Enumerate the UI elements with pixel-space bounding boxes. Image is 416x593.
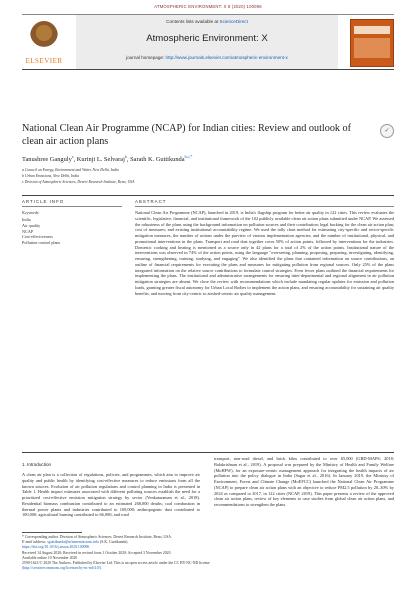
license-text: 2590-1621/© 2020 The Authors. Published by Elsevier Ltd. This is an open access article under the CC BY-NC-ND license — [22, 561, 210, 566]
author-name[interactable]: Kurinji L. Selvaraj — [76, 156, 125, 164]
divider — [22, 452, 394, 453]
affiliation-item: c Division of Atmospheric Sciences, Desert Research Institute, Reno, USA — [22, 180, 135, 185]
banner-center — [76, 15, 338, 69]
cover-image — [354, 38, 390, 58]
body-text-right-column: transport, non-road diesel, and brick kilns contributed to over 65,000 (GBD-MAPS, 2018; Balakrishnan et al., 2019). A proposal was prepared by the Ministry of Health and Family Welfare (MoHFW), for an exposure-centric management approach for integrating the health impacts of air pollution into the policy dialogue in India (Sagar et al., 2016). In January 2019, the Ministry of Environment, Forest and Climate Change (MoEFCC) launched the National Clean Air Programme (NCAP) to prepare clean air action plans with an objective to reduce PM2.5 pollution by 20–30% by 2024 as compared to 2017, in 122 cities (NCAP, 2019). This paper presents a review of the approved clean air action plans, review of key elements to case studies from global clean air action plans, and recommendations to strengthen the plans. — [214, 456, 394, 507]
divider — [135, 206, 394, 207]
author-affil-mark: b — [124, 154, 127, 159]
journal-banner — [22, 14, 394, 70]
author-list: Tanushree Ganguly$^a$, Kurinji L. Selvaraj$^b$, Sarath K. Guttikunda$^{b,c,*}$ — [22, 154, 193, 164]
article-title: National Clean Air Programme (NCAP) for Indian cities: Review and outlook of clean air action plans — [22, 123, 352, 147]
footnote-divider — [22, 532, 82, 533]
body-text-left-column: A clean air plan is a collection of regulations, policies, and programmes, which aim to improve air quality and public health by identifying cost-effective measures to reduce emissions from all the known sources. Evolution of air pollution regulations and control planning in India is presented in Table 1. Health impact estimates associated with different polluting sources establish the need for a prioritized cost-effective emission mitigation strategy by sector (Venkataraman et al., 2018). Residential biomass combustion contributed to an estimated 268,000 deaths; coal combustion in thermal power plants and industries contributed to 169,000; anthropogenic dust contributed to 100,000; agricultural burning contributed to 66,000; and road — [22, 472, 200, 518]
divider — [22, 195, 394, 196]
author-affil-mark: a — [71, 154, 74, 159]
keyword-item: Air quality — [22, 222, 41, 228]
author-name[interactable]: Sarath K. Guttikunda — [130, 156, 185, 164]
journal-running-header: ATMOSPHERIC ENVIRONMENT: X 8 (2020) 100096 — [154, 4, 262, 9]
received-dates: Received 14 August 2020; Received in revised form 1 October 2020; Accepted 3 November 2020 — [22, 550, 171, 555]
cover-band — [354, 26, 390, 34]
homepage-prefix: journal homepage: — [126, 55, 165, 60]
section-heading-introduction: 1. Introduction — [22, 462, 52, 467]
affiliation-item: b Urban Emissions, New Delhi, India — [22, 174, 80, 179]
sciencedirect-link[interactable]: ScienceDirect — [219, 19, 248, 24]
footnotes — [22, 535, 394, 571]
available-online: Available online 10 November 2020 — [22, 555, 78, 560]
author-affil-mark: b,c,* — [184, 154, 193, 159]
affiliation-item: a Council on Energy, Environment and Water, New Delhi, India — [22, 168, 119, 172]
keyword-item: India — [22, 217, 31, 222]
abstract-heading: ABSTRACT — [135, 199, 167, 204]
elsevier-tree-icon — [30, 21, 58, 51]
keyword-item: Pollution control plans — [22, 240, 61, 246]
license-link[interactable]: (http://creativecommons.org/licenses/by-nc-nd/4.0/). — [22, 566, 102, 571]
contents-prefix: Contents lists available at — [166, 19, 219, 24]
keyword-list — [22, 217, 122, 246]
keyword-item: NCAP — [22, 228, 34, 234]
author-name[interactable]: Tanushree Ganguly — [22, 156, 72, 164]
email-link[interactable]: sguttikunda@urbanemissions.info — [47, 540, 100, 545]
affiliations — [22, 167, 394, 186]
journal-cover-icon[interactable] — [350, 19, 394, 67]
corresponding-author-note: * Corresponding author. Division of Atmospheric Sciences, Desert Research Institute, Reno, USA. — [22, 535, 172, 539]
homepage-link[interactable]: http://www.journals.elsevier.com/atmospheric-environment-x — [165, 55, 288, 60]
contents-line — [76, 19, 338, 24]
article-info-heading: ARTICLE INFO — [22, 199, 65, 204]
homepage-line — [76, 55, 338, 60]
divider — [22, 206, 122, 207]
publisher-name: ELSEVIER — [25, 57, 63, 65]
keywords-label: Keywords — [22, 210, 39, 215]
journal-name[interactable]: Atmospheric Environment: X — [146, 33, 268, 44]
elsevier-logo-icon[interactable] — [22, 19, 66, 67]
keyword-item: Cost-effectiveness — [22, 234, 53, 240]
email-label: E-mail address: — [22, 540, 47, 545]
check-for-updates-icon[interactable]: ✓ — [380, 124, 394, 138]
abstract-text: National Clean Air Programme (NCAP), launched in 2019, is India's flagship program for better air quality in 122 cities. This review evaluates the scientific, legislative, financial, and institutional framework of the 102 publicly available clean air action plans submitted under NCAP. We assessed the robustness of the plans using the background information on pollution sources and their contribution; legal backing for the clean air action plan; cost of measures; and existing institutional accountability regime. We used the tally chart method for estimating city-specific and sector-specific mitigation measures, the number of actions under the purview of various implementation agencies, and the number of institutional, physical, and promotional interventions in the plans. Transport and road dust together cover 50% of action points, followed by interventions for the industries. Domestic cooking and heating is mentioned as a source only in 42 plans for a total of 2% of the action points. Institutional nature of the interventions was observed in 74% of the action points, using the language "overseeing, planning, proposing, preparing, investigating, identifying, ensuring, strengthening, training, studying, and engaging". We also identified the plans that contained information on source contributions, an outline of financial requirements for executing the plans and measures for mitigating pollution from regional sources. Only 25% of the plans integrated information on the relative source contributions to formulate control strategies. Even fewer plans outlined the financial requirements for implementing the plans. The institutional and administrative arrangements for ensuring inter-departmental and regional alignment in air pollution mitigation strategies are absent. We close the review with recommendations which include mandating regular updates for emission and pollution loads, granting greater fiscal autonomy for Urban Local Bodies to implement the action plans, and ensuring accountability for sustaining air quality benefits, and moving from city-centric to airshed-centric air quality management. — [135, 210, 394, 296]
doi-link[interactable]: https://doi.org/10.1016/j.aeaoa.2020.100096 — [22, 545, 90, 550]
email-suffix: (S.K. Guttikunda). — [100, 540, 129, 545]
